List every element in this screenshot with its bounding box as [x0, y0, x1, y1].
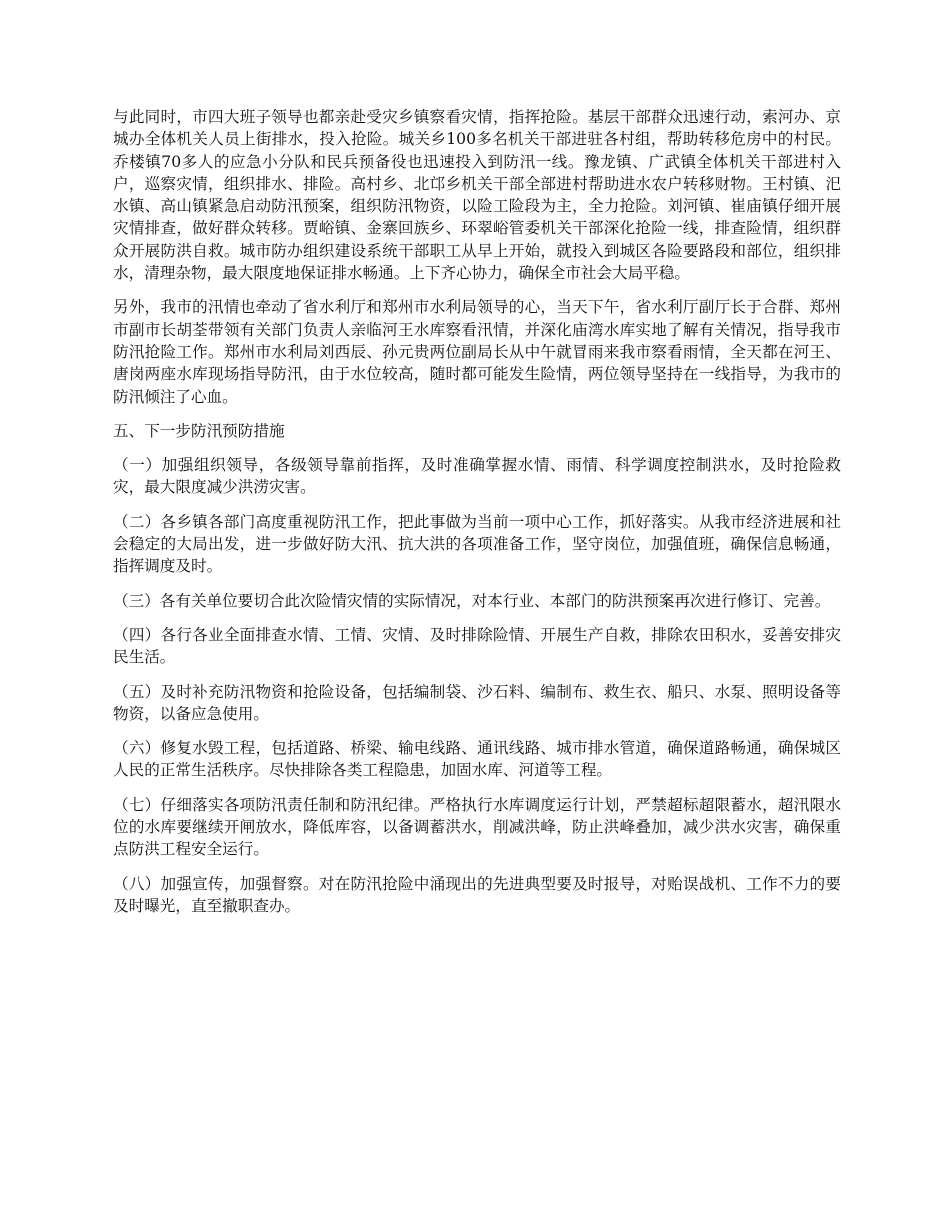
- paragraph-rescue-actions: 与此同时，市四大班子领导也都亲赴受灾乡镇察看灾情，指挥抢险。基层干部群众迅速行动，索河办、京城办全体机关人员上街排水，投入抢险。城关乡100多名机关干部进驻各村组，帮助转移危房中的村民。乔楼镇70多人的应急小分队和民兵预备役也迅速投入到防汛一线。豫龙镇、广武镇全体机关干部进村入户，巡察灾情，组织排水、排险。高村乡、北邙乡机关干部全部进村帮助进水农户转移财物。王村镇、汜水镇、高山镇紧急启动防汛预案，组织防汛物资，以险工险段为主，全力抢险。刘河镇、崔庙镇仔细开展灾情排查，做好群众转移。贾峪镇、金寨回族乡、环翠峪管委机关干部深化抢险一线，排查险情，组织群众开展防洪自救。城市防办组织建设系统干部职工从早上开始，就投入到城区各险要路段和部位，组织排水，清理杂物，最大限度地保证排水畅通。上下齐心协力，确保全市社会大局平稳。: [113, 108, 841, 283]
- measure-item-4: （四）各行各业全面排查水情、工情、灾情、及时排除险情、开展生产自救，排除农田积水，妥善安排灾民生活。: [113, 625, 841, 667]
- document-body: [113, 106, 841, 929]
- measure-item-6: （六）修复水毁工程，包括道路、桥梁、输电线路、通讯线路、城市排水管道，确保道路畅通，确保城区人民的正常生活秩序。尽快排除各类工程隐患，加固水库、河道等工程。: [113, 739, 841, 780]
- measure-item-2: （二）各乡镇各部门高度重视防汛工作，把此事做为当前一项中心工作，抓好落实。从我市经济进展和社会稳定的大局出发，进一步做好防大汛、抗大洪的各项准备工作，坚守岗位，加强值班，确保信息畅通，指挥调度及时。: [113, 512, 841, 576]
- measure-item-5: （五）及时补充防汛物资和抢险设备，包括编制袋、沙石料、编制布、救生衣、船只、水泵、照明设备等物资，以备应急使用。: [113, 682, 841, 723]
- measure-item-3: （三）各有关单位要切合此次险情灾情的实际情况，对本行业、本部门的防洪预案再次进行修订、完善。: [113, 591, 831, 610]
- measure-item-7: （七）仔细落实各项防汛责任制和防汛纪律。严格执行水库调度运行计划，严禁超标超限蓄水，超汛限水位的水库要继续开闸放水，降低库容，以备调蓄洪水，削减洪峰，防止洪峰叠加，减少洪水灾害，确保重点防洪工程安全运行。: [113, 795, 841, 859]
- measure-item-1: （一）加强组织领导，各级领导靠前指挥，及时准确掌握水情、雨情、科学调度控制洪水，及时抢险救灾，最大限度减少洪涝灾害。: [113, 456, 841, 497]
- measure-item-8: （八）加强宣传，加强督察。对在防汛抢险中涌现出的先进典型要及时报导，对贻误战机、工作不力的要及时曝光，直至撤职查办。: [113, 874, 841, 915]
- paragraph-leadership-visit: 另外，我市的汛情也牵动了省水利厅和郑州市水利局领导的心，当天下午，省水利厅副厅长于合群、郑州市副市长胡荃带领有关部门负责人亲临河王水库察看汛情，并深化庙湾水库实地了解有关情况，指导我市防汛抢险工作。郑州市水利局刘西辰、孙元贵两位副局长从中午就冒雨来我市察看雨情，全天都在河王、唐岗两座水库现场指导防汛，由于水位较高，随时都可能发生险情，两位领导坚持在一线指导，为我市的防汛倾注了心血。: [113, 298, 841, 406]
- section-heading-next-steps: 五、下一步防汛预防措施: [113, 421, 285, 440]
